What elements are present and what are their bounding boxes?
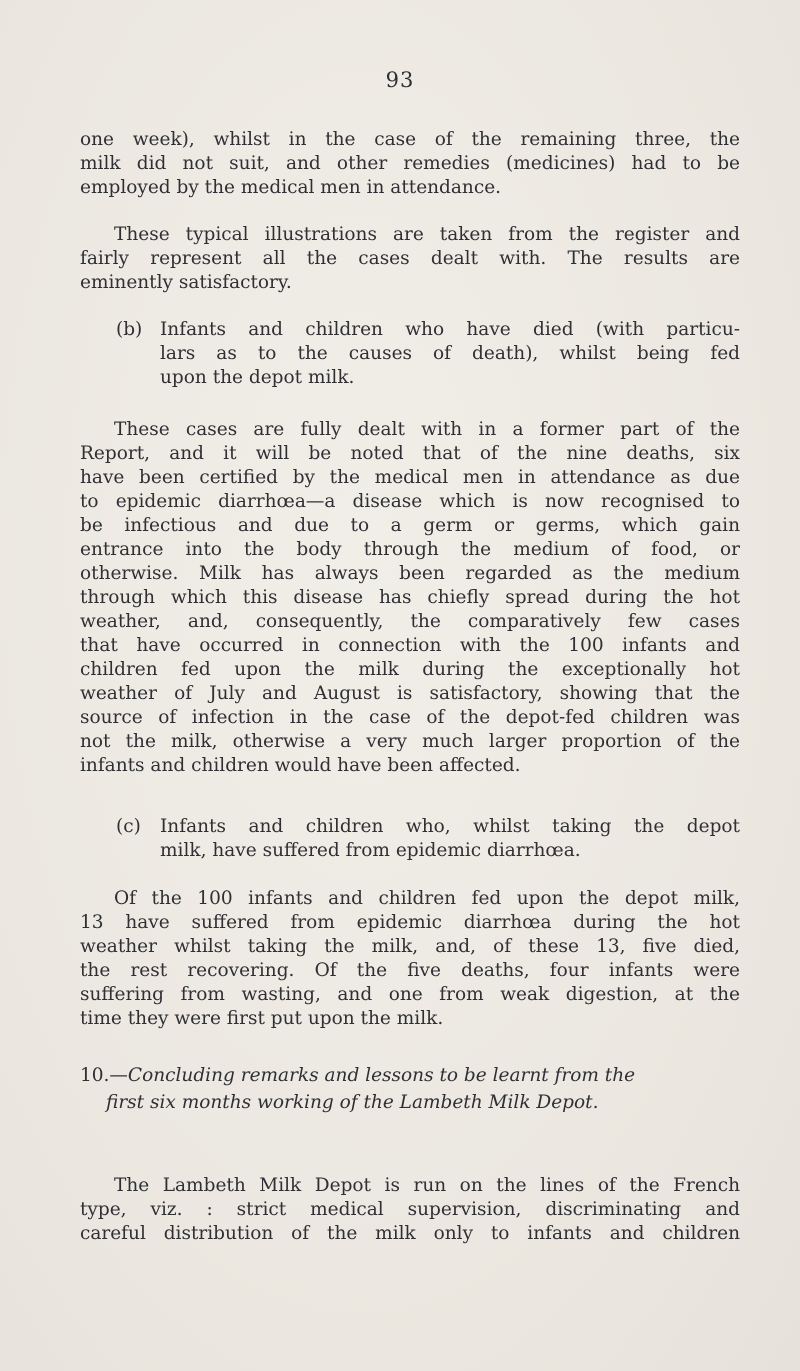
text-line: upon the depot milk. xyxy=(160,367,355,388)
paragraph-lambeth-depot xyxy=(80,1174,740,1246)
subsection-marker: (b) xyxy=(116,319,143,340)
text-line: type, viz. : strict medical supervision, discriminating and xyxy=(80,1199,740,1220)
text-line: otherwise. Milk has always been regarded as the medium xyxy=(80,563,740,584)
text-line: careful distribution of the milk only to infants and children xyxy=(80,1223,740,1244)
paragraph-deaths xyxy=(80,418,740,778)
text-line: Infants and children who, whilst taking the depot xyxy=(160,816,740,837)
text-line: milk did not suit, and other remedies (medicines) had to be xyxy=(80,153,740,174)
text-line: 13 have suffered from epidemic diarrhœa during the hot xyxy=(80,912,740,933)
text-line: Infants and children who have died (with particu- xyxy=(160,319,740,340)
text-line: lars as to the causes of death), whilst being fed xyxy=(160,343,740,364)
paragraph-diarrhoea-cases xyxy=(80,887,740,1031)
text-line: entrance into the body through the medium of food, or xyxy=(80,539,740,560)
text-line: have been certified by the medical men in attendance as due xyxy=(80,467,740,488)
text-line: milk, have suffered from epidemic diarrhœa. xyxy=(160,840,581,861)
section-title-line: Concluding remarks and lessons to be learnt from the xyxy=(127,1065,636,1086)
subsection-marker: (c) xyxy=(116,816,141,837)
text-line: These typical illustrations are taken from the register and xyxy=(114,224,740,245)
text-line: that have occurred in connection with the 100 infants and xyxy=(80,635,740,656)
text-line: one week), whilst in the case of the remaining three, the xyxy=(80,129,740,150)
paragraph-continuation xyxy=(80,128,740,200)
text-line: the rest recovering. Of the five deaths, four infants were xyxy=(80,960,740,981)
text-line: Report, and it will be noted that of the nine deaths, six xyxy=(80,443,740,464)
section-number: 10.— xyxy=(80,1065,128,1086)
text-line: source of infection in the case of the depot-fed children was xyxy=(80,707,740,728)
section-heading xyxy=(80,1062,740,1116)
text-line: time they were first put upon the milk. xyxy=(80,1008,444,1029)
text-line: suffering from wasting, and one from weak digestion, at the xyxy=(80,984,740,1005)
text-line: Of the 100 infants and children fed upon the depot milk, xyxy=(114,888,740,909)
text-line: weather, and, consequently, the comparatively few cases xyxy=(80,611,740,632)
text-line: be infectious and due to a germ or germs, which gain xyxy=(80,515,740,536)
text-line: These cases are fully dealt with in a former part of the xyxy=(114,419,740,440)
page-number: 93 xyxy=(385,68,415,92)
subsection-c xyxy=(116,815,740,863)
text-line: weather of July and August is satisfactory, showing that the xyxy=(80,683,740,704)
text-line: not the milk, otherwise a very much larger proportion of the xyxy=(80,731,740,752)
text-line: The Lambeth Milk Depot is run on the lines of the French xyxy=(114,1175,740,1196)
text-line: employed by the medical men in attendance. xyxy=(80,177,502,198)
text-line: fairly represent all the cases dealt with. The results are xyxy=(80,248,740,269)
subsection-b xyxy=(116,318,740,390)
text-line: to epidemic diarrhœa—a disease which is now recognised to xyxy=(80,491,740,512)
text-line: children fed upon the milk during the exceptionally hot xyxy=(80,659,740,680)
section-title-line: first six months working of the Lambeth Milk Depot. xyxy=(106,1092,599,1113)
text-line: through which this disease has chiefly spread during the hot xyxy=(80,587,740,608)
text-line: eminently satisfactory. xyxy=(80,272,292,293)
text-line: infants and children would have been affected. xyxy=(80,755,521,776)
text-line: weather whilst taking the milk, and, of these 13, five died, xyxy=(80,936,740,957)
paragraph-illustrations xyxy=(80,223,740,295)
